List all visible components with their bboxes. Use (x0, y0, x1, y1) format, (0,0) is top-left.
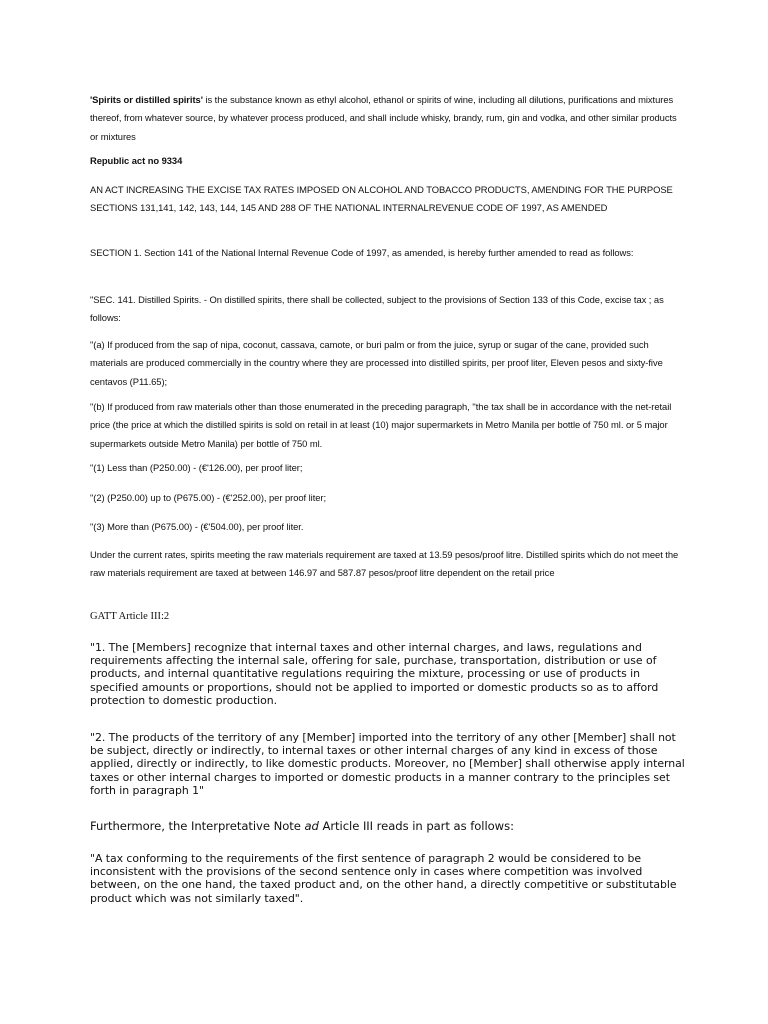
intro-text-italic: ad (304, 819, 319, 833)
sec-141-paragraph: "SEC. 141. Distilled Spirits. - On distilled spirits, there shall be collected, subject to the provisions of Section 133 of this Code, excise tax ; as follows: (90, 294, 664, 324)
tax-tier-3: "(3) More than (P675.00) - (€'504.00), per proof liter. (90, 521, 304, 532)
interpretative-note-quote: "A tax conforming to the requirements of the first sentence of paragraph 2 would be considered to be inconsistent with the provisions of the second sentence only in cases where competition was involved between, on the one hand, the taxed product and, on the other hand, a directly competitive or substitutable product which was not similarly taxed". (90, 852, 677, 905)
act-title: AN ACT INCREASING THE EXCISE TAX RATES IMPOSED ON ALCOHOL AND TOBACCO PRODUCTS, AMENDING FOR THE PURPOSE SECTIONS 131,141, 142, 143, 144, 145 AND 288 OF THE NATIONAL INTERNALREVENUE CODE OF 1997, AS AMENDED (90, 184, 673, 214)
spirits-definition-text: is the substance known as ethyl alcohol, ethanol or spirits of wine, including all dilutions, purifications and mixtures thereof, from whatever source, by whatever process produced, and shall include whisky, brandy, rum, gin and vodka, and other similar products or mixtures (90, 94, 677, 142)
act-heading: Republic act no 9334 (90, 155, 183, 166)
tax-tier-1: "(1) Less than (P250.00) - (€'126.00), per proof liter; (90, 462, 303, 473)
gatt-paragraph-2: "2. The products of the territory of any [Member] imported into the territory of any other [Member] shall not be subject, directly or indirectly, to internal taxes or other internal charges of any kind in excess of those applied, directly or indirectly, to like domestic products. Moreover, no [Member] shall otherwise apply internal taxes or other internal charges to imported or domestic products in a manner contrary to the principles set forth in paragraph 1" (90, 731, 685, 797)
section-1-paragraph: SECTION 1. Section 141 of the National Internal Revenue Code of 1997, as amended, is hereby further amended to read as follows: (90, 247, 634, 258)
intro-text-after: Article III reads in part as follows: (318, 819, 514, 833)
gatt-paragraph-1: "1. The [Members] recognize that internal taxes and other internal charges, and laws, regulations and requirements affecting the internal sale, offering for sale, purchase, transportation, distribution or use of products, and internal quantitative regulations requiring the mixture, processing or use of products in specified amounts or proportions, should not be applied to imported or domestic products so as to afford protection to domestic production. (90, 641, 659, 707)
intro-text-before: Furthermore, the Interpretative Note (90, 819, 305, 833)
paragraph-a: "(a) If produced from the sap of nipa, coconut, cassava, camote, or buri palm or from the juice, syrup or sugar of the cane, provided such materials are produced commercially in the country where they are processed into distilled spirits, per proof liter, Eleven pesos and sixty-five centavos (P11.65); (90, 339, 663, 387)
tax-tier-2: "(2) (P250.00) up to (P675.00) - (€'252.00), per proof liter; (90, 492, 327, 503)
interpretative-note-intro (90, 820, 685, 833)
gatt-heading: GATT Article III:2 (90, 611, 170, 622)
spirits-defined-term: 'Spirits or distilled spirits' (90, 94, 203, 105)
paragraph-b: "(b) If produced from raw materials other than those enumerated in the preceding paragraph, ''the tax shall be in accordance with the net-retail price (the price at which the distilled spirits is sold on retail in at least (10) major supermarkets in Metro Manila per bottle of 750 ml. or 5 major supermarkets outside Metro Manila) per bottle of 750 ml. (90, 401, 672, 449)
current-rates-paragraph: Under the current rates, spirits meeting the raw materials requirement are taxed at 13.59 pesos/proof litre. Distilled spirits which do not meet the raw materials requirement are taxed at between 146.97 and 587.87 pesos/proof litre dependent on the retail price (90, 549, 679, 579)
spirits-definition-paragraph (90, 91, 685, 146)
